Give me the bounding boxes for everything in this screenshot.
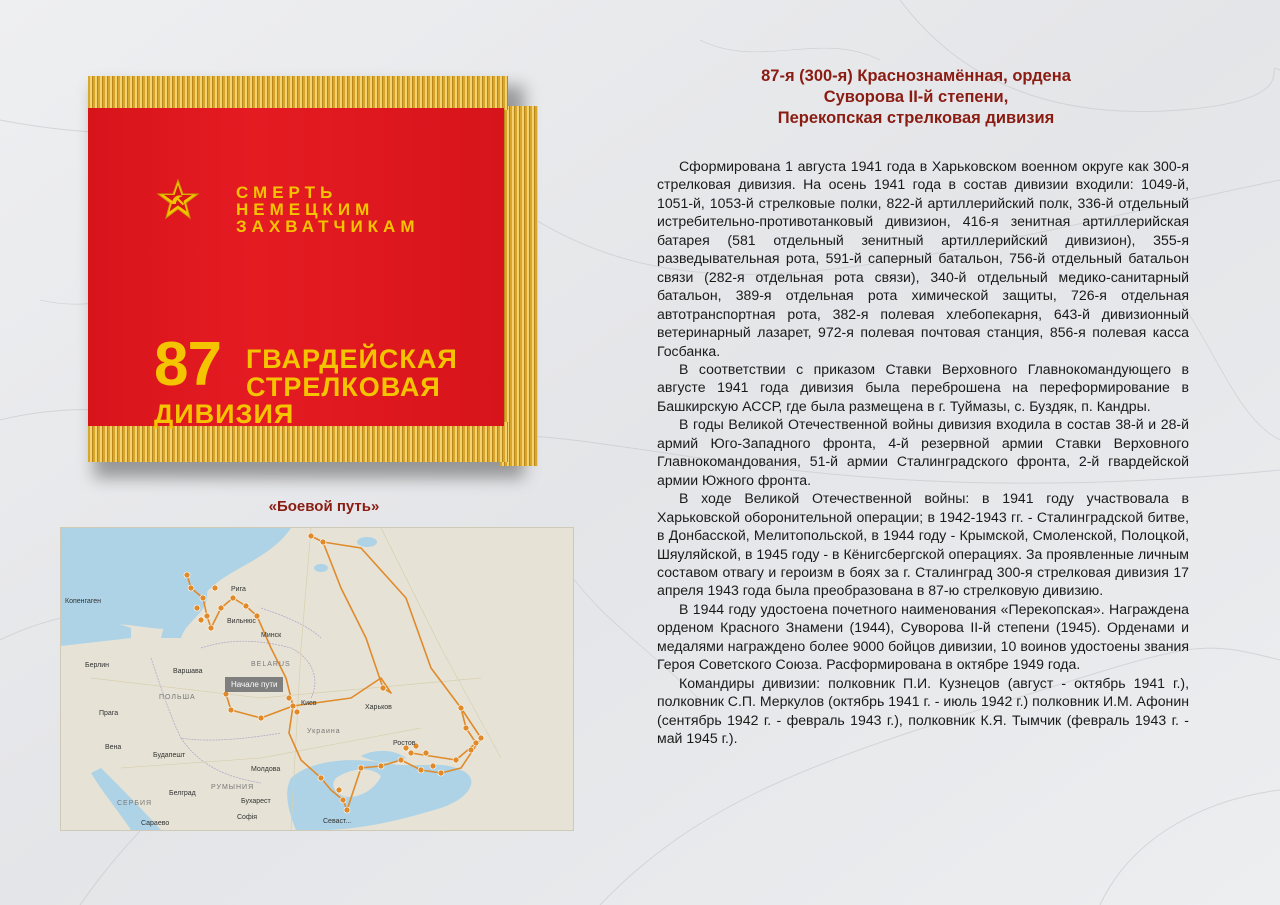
map-label-copenhagen: Копенгаген (65, 598, 101, 605)
map-label-sevastopol: Севаст... (323, 818, 352, 825)
division-name-line-1: ГВАРДЕЙСКАЯ (246, 344, 458, 374)
paragraph-armies: В годы Великой Отечественной войны дивизия входила в состав 38-й и 28-й армий Юго-Западного фронта, 4-й резервной армии Ставки Верховного Главнокомандования, 51-й армии Сталинградского фронта, 2-й гвардейской армии Южного фронта. (657, 416, 1189, 488)
map-label-kharkov: Харьков (365, 704, 392, 711)
map-label-bucharest: Бухарест (241, 798, 271, 805)
division-banner (88, 76, 538, 478)
star-hammer-sickle-icon (156, 178, 200, 222)
page-title (680, 66, 1152, 129)
map-label-ukraine: Украина (307, 728, 341, 735)
title-line-2: Суворова II-й степени, (823, 88, 1009, 106)
map-caption: «Боевой путь» (268, 498, 380, 515)
map-graphic (61, 528, 573, 830)
slogan-line-1: СМЕРТЬ (236, 183, 338, 202)
map-label-poland: ПОЛЬША (159, 694, 196, 701)
map-label-moldova: Молдова (251, 766, 281, 773)
map-label-romania: РУМЫНИЯ (211, 784, 255, 791)
map-label-vienna: Вена (105, 744, 122, 751)
map-label-sofia: Софія (237, 814, 258, 821)
map-label-sarajevo: Сараево (141, 820, 170, 827)
slogan-line-2: НЕМЕЦКИМ (236, 200, 375, 219)
title-line-1: 87-я (300-я) Краснознамённая, ордена (761, 67, 1071, 85)
map-label-budapest: Будапешт (153, 752, 186, 759)
map-label-riga: Рига (231, 586, 246, 593)
paragraph-commanders: Командиры дивизии: полковник П.И. Кузнецов (август - октябрь 1941 г.), полковник С.П. Меркулов (октябрь 1941 г. - июль 1942 г.) полковник И.М. Афонин (сентябрь 1942 г. - февраль 1943 г.), полковник К.Я. Тымчик (февраль 1943 г. - май 1945 г.). (657, 674, 1189, 747)
map-label-vilnius: Вильнюс (227, 618, 256, 625)
banner-fringe-right (500, 106, 538, 466)
paragraph-operations: В ходе Великой Отечественной войны: в 1941 году участвовала в Харьковской оборонительной операции; в 1942-1943 гг. - Сталинградской битве, в Донбасской, Мелитопольской, в 1944 году - Крымской, Смоленской, Полоцкой, Шяуляйской, в 1945 году - в Кёнигсбергской операциях. За проявленные личным составом отвагу и героизм в боях за г. Сталинград 300-я стрелковая дивизия 17 апреля 1943 года была преобразована в 87-ю стрелковую дивизию. (657, 490, 1189, 599)
division-name-line-2: СТРЕЛКОВАЯ (246, 372, 441, 402)
title-line-3: Перекопская стрелковая дивизия (777, 109, 1055, 127)
history-text (657, 157, 1189, 748)
division-name-line-3: ДИВИЗИЯ (154, 399, 295, 429)
banner-fringe-bottom (88, 422, 508, 462)
map-label-kiev: Киев (301, 700, 317, 707)
map-label-warsaw: Варшава (173, 668, 203, 675)
route-start-label: Начале пути (225, 677, 283, 692)
map-label-belarus: BELARUS (251, 661, 291, 668)
map-label-berlin: Берлин (85, 662, 110, 669)
paragraph-awards: В 1944 году удостоена почетного наименования «Перекопская». Награждена орденом Красного Знамени (1944), Суворова II-й степени (1945). Орденами и медалями награждено более 9000 бойцов дивизии, 10 воинов удостоены звания Героя Советского Союза. Расформирована в октябре 1949 года. (657, 600, 1189, 673)
banner-cloth (88, 108, 504, 429)
slogan-line-3: ЗАХВАТЧИКАМ (236, 217, 420, 236)
division-number: 87 (154, 330, 221, 399)
map-label-serbia: СЕРБИЯ (117, 800, 153, 807)
map-label-belgrade: Белград (169, 790, 196, 797)
banner-slogan (236, 184, 420, 235)
paragraph-formation: Сформирована 1 августа 1941 года в Харьковском военном округе как 300-я стрелковая дивизия. На осень 1941 года в состав дивизии входили: 1049-й, 1051-й, 1053-й стрелковые полки, 822-й артиллерийский полк, 336-й отдельный истребительно-противотанковый дивизион, 416-я зенитная артиллерийская батарея (581 отдельный зенитный артиллерийский дивизион), 355-я разведывательная рота, 591-й саперный батальон, 756-й отдельный батальон связи (282-я отдельная рота связи), 340-й отдельный медико-санитарный батальон, 389-я отдельная рота химической защиты, 726-я отдельная автотранспортная рота, 382-я полевая хлебопекарня, 643-й дивизионный ветеринарный лазарет, 972-я полевая почтовая станция, 856-я полевая касса Госбанка. (657, 158, 1189, 359)
banner-fringe-top (88, 76, 508, 110)
map-label-minsk: Минск (261, 632, 282, 639)
map-label-rostov: Ростов (393, 740, 416, 747)
paragraph-redeployment: В соответствии с приказом Ставки Верховного Главнокомандующего в августе 1941 года дивизия была переброшена на переформирование в Башкирскую АССР, где была размещена в г. Туймазы, с. Буздяк, п. Кандры. (657, 360, 1189, 414)
battle-route-map (60, 527, 574, 831)
map-label-prague: Прага (99, 710, 119, 717)
